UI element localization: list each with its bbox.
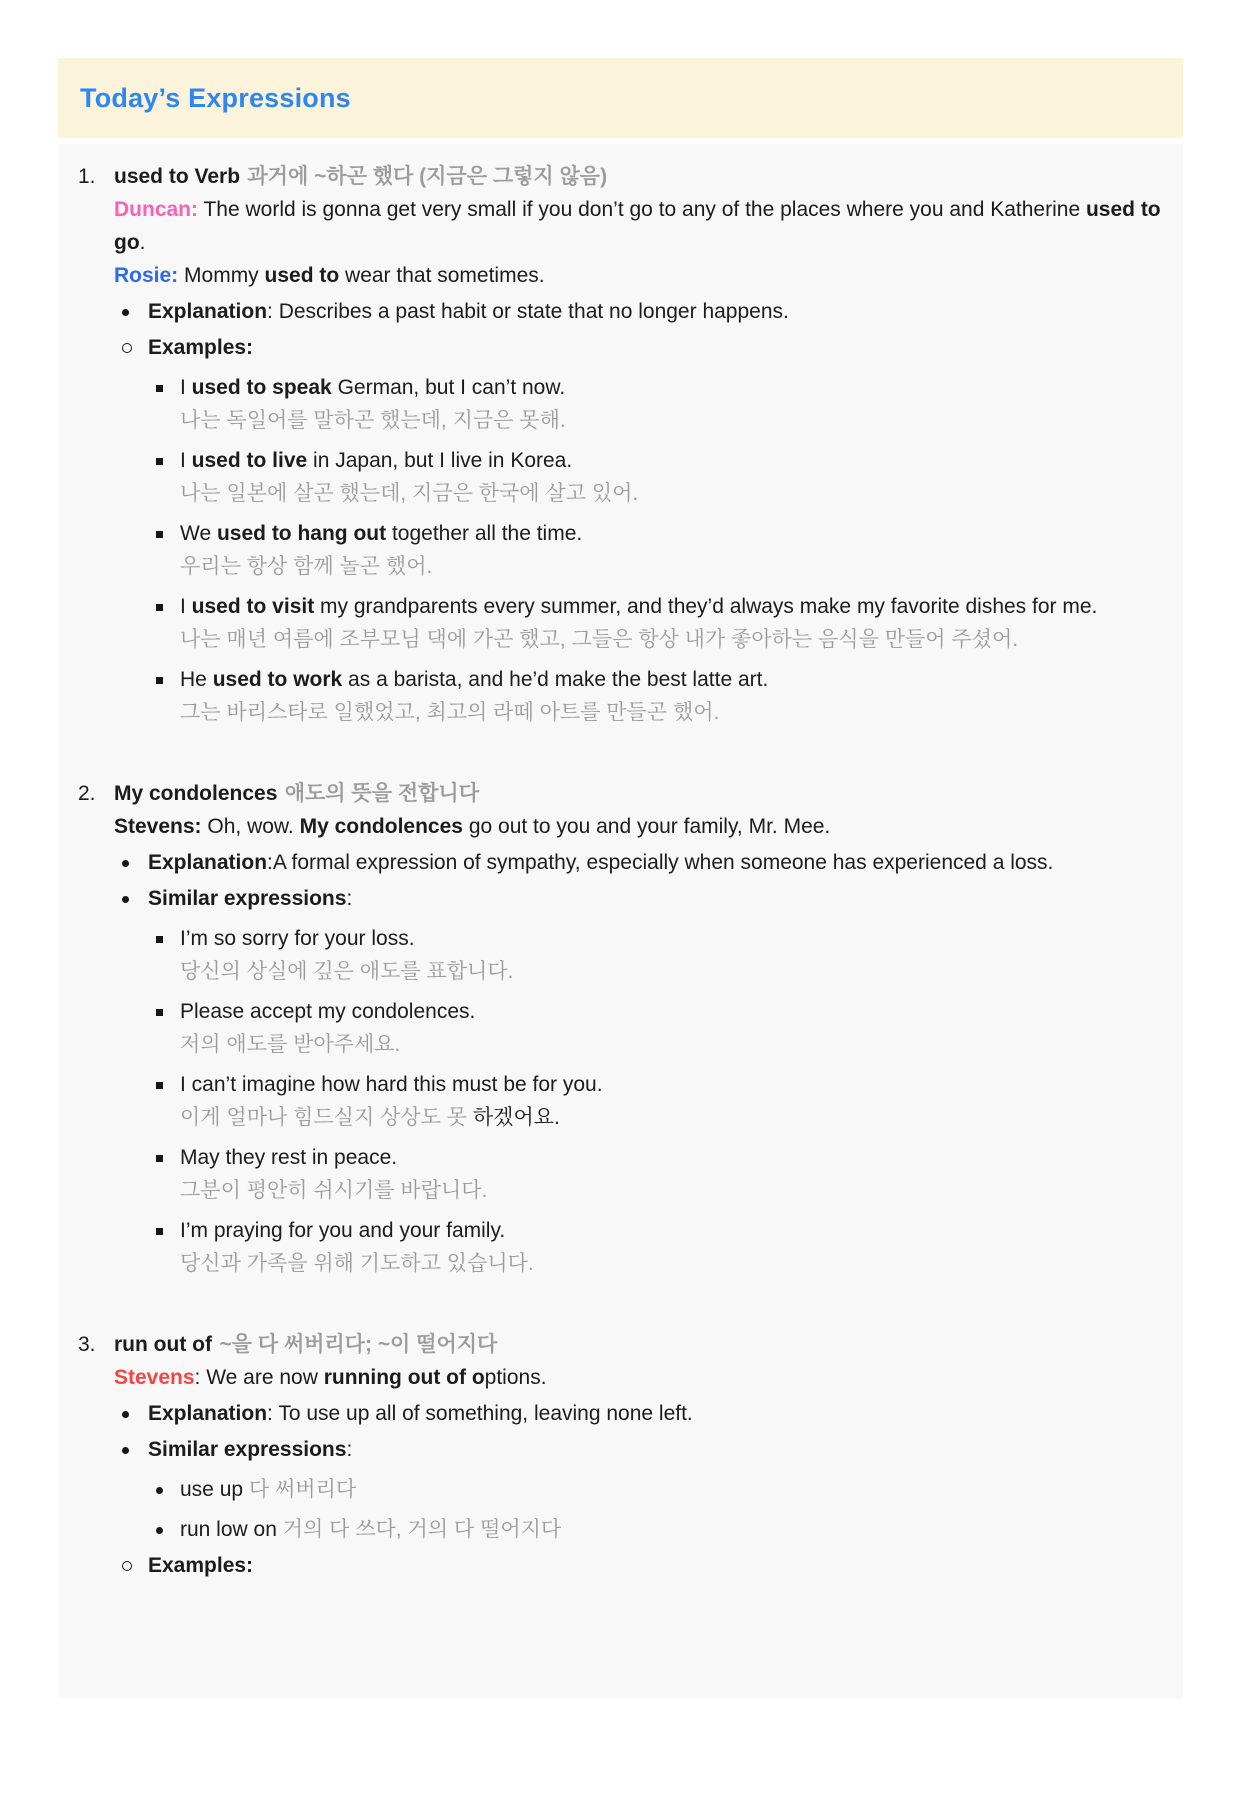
text-segment: wear that sometimes. xyxy=(339,264,545,287)
disc-bullet-marker xyxy=(122,1433,148,1454)
sub-bullet-item xyxy=(156,1214,1161,1280)
text-segment: I can’t imagine how hard this must be for you. xyxy=(180,1073,603,1096)
sub-bullet-content xyxy=(180,444,1161,510)
disc-bullet-marker xyxy=(122,1397,148,1418)
example-english xyxy=(180,444,1161,477)
text-segment: : We are now xyxy=(194,1366,324,1389)
sub-bullet-content xyxy=(180,922,1161,988)
dialogue-line xyxy=(114,193,1161,259)
text-segment: running out of o xyxy=(323,1366,485,1389)
text-segment: used to hang out xyxy=(216,522,387,545)
text-segment: 그는 바리스타로 일했었고, 최고의 라떼 아트를 만들곤 했어. xyxy=(180,701,720,724)
text-segment: Explanation xyxy=(148,1402,268,1425)
bullet-text xyxy=(148,846,1161,879)
example-english xyxy=(180,922,1161,955)
speaker-name: Rosie: xyxy=(114,264,179,287)
circle-bullet-marker xyxy=(122,331,148,353)
example-english xyxy=(180,1068,1161,1101)
text-segment: 당신의 상실에 깊은 애도를 표합니다. xyxy=(180,960,514,983)
sub-bullet-content xyxy=(180,995,1161,1061)
title-english: My condolences xyxy=(114,782,278,805)
text-segment: Similar expressions xyxy=(148,887,347,910)
item-body xyxy=(114,1328,1161,1582)
example-korean xyxy=(180,623,1161,656)
bullet-item xyxy=(122,331,1161,364)
example-korean xyxy=(180,404,1161,437)
bullet-item xyxy=(122,882,1161,915)
header-banner xyxy=(58,58,1183,138)
text-segment: He xyxy=(180,668,213,691)
lesson-content xyxy=(58,144,1183,1698)
dialogue-line xyxy=(114,1361,1161,1394)
page-title: Today’s Expressions xyxy=(80,82,351,113)
square-bullet-marker xyxy=(156,663,180,684)
square-bullet-marker xyxy=(156,922,180,943)
sub-bullet-item xyxy=(156,590,1161,656)
text-segment: Explanation xyxy=(148,300,268,323)
speaker-name: Stevens xyxy=(114,1366,195,1389)
sub-bullet-content xyxy=(180,371,1161,437)
title-korean: ~을 다 써버리다; ~이 떨어지다 xyxy=(219,1333,498,1356)
page xyxy=(0,58,1241,1812)
example-korean xyxy=(180,955,1161,988)
square-bullet-marker xyxy=(156,517,180,538)
sub-bullet-content xyxy=(180,1141,1161,1207)
bullet-content xyxy=(148,1397,1161,1430)
sub-bullet-item xyxy=(156,444,1161,510)
disc-bullet-marker xyxy=(122,882,148,903)
item-title-line xyxy=(114,160,1161,193)
title-korean: 과거에 ~하곤 했다 (지금은 그렇지 않음) xyxy=(247,165,608,188)
example-english xyxy=(180,1141,1161,1174)
disc-bullet-marker xyxy=(122,846,148,867)
text-segment: 저의 애도를 받아주세요. xyxy=(180,1033,401,1056)
text-segment: Please accept my condolences. xyxy=(180,1000,476,1023)
expression-item xyxy=(78,160,1161,729)
bullet-text xyxy=(148,1549,1161,1582)
sub-bullet-item xyxy=(156,922,1161,988)
title-english: run out of xyxy=(114,1333,212,1356)
text-segment: The world is gonna get very small if you don’t go to any of the places where you and Katherine xyxy=(198,198,1086,221)
item-title-line xyxy=(114,1328,1161,1361)
text-segment: 이게 얼마나 힘드실지 상상도 못 xyxy=(180,1106,473,1129)
disc-bullet-marker xyxy=(122,295,148,316)
example-korean xyxy=(180,1028,1161,1061)
text-segment: German, but I can’t now. xyxy=(331,376,566,399)
bullet-item xyxy=(122,1397,1161,1430)
item-title-line xyxy=(114,777,1161,810)
text-segment: used to xyxy=(264,264,340,287)
sub-bullet-content xyxy=(180,590,1161,656)
disc-bullet-marker xyxy=(156,1473,180,1494)
bullet-item xyxy=(122,1433,1161,1466)
bullet-text xyxy=(148,1397,1161,1430)
text-segment: used to visit xyxy=(191,595,315,618)
sub-bullet-content xyxy=(180,1473,1161,1506)
example-english xyxy=(180,371,1161,404)
example-korean xyxy=(180,477,1161,510)
text-segment: 다 써버리다 xyxy=(248,1478,357,1501)
example-english xyxy=(180,1214,1161,1247)
sub-bullet-item xyxy=(156,1513,1161,1546)
example-korean xyxy=(180,1174,1161,1207)
text-segment: : To use up all of something, leaving none left. xyxy=(267,1402,693,1425)
circle-bullet-marker xyxy=(122,1549,148,1571)
dialogue-line xyxy=(114,259,1161,292)
title-korean: 애도의 뜻을 전합니다 xyxy=(284,782,479,805)
sub-bullet-content xyxy=(180,1214,1161,1280)
bullet-item xyxy=(122,846,1161,879)
sub-bullet-item xyxy=(156,371,1161,437)
square-bullet-marker xyxy=(156,1214,180,1235)
bullet-content xyxy=(148,331,1161,364)
text-segment: Examples: xyxy=(148,336,254,359)
text-segment: May they rest in peace. xyxy=(180,1146,398,1169)
sub-bullet-item xyxy=(156,1473,1161,1506)
text-segment: ptions. xyxy=(484,1366,547,1389)
text-segment: Mommy xyxy=(178,264,265,287)
bullet-item xyxy=(122,1549,1161,1582)
item-number: 1. xyxy=(78,165,96,188)
example-korean xyxy=(180,696,1161,729)
bullet-item xyxy=(122,295,1161,328)
bullet-content xyxy=(148,1549,1161,1582)
dialogue-line xyxy=(114,810,1161,843)
text-segment: : xyxy=(346,887,353,910)
text-segment: Oh, wow. xyxy=(201,815,300,838)
sub-bullet-item xyxy=(156,1141,1161,1207)
text-segment: Similar expressions xyxy=(148,1438,347,1461)
sub-bullet-content xyxy=(180,517,1161,583)
text-segment: 하겠어요. xyxy=(472,1106,560,1129)
square-bullet-marker xyxy=(156,1068,180,1089)
bullet-text xyxy=(148,1433,1161,1466)
example-english xyxy=(180,995,1161,1028)
square-bullet-marker xyxy=(156,371,180,392)
text-segment: as a barista, and he’d make the best latte art. xyxy=(342,668,769,691)
sub-bullet-item xyxy=(156,517,1161,583)
example-english xyxy=(180,1513,1161,1546)
text-segment: 거의 다 쓰다, 거의 다 떨어지다 xyxy=(282,1518,562,1541)
bullet-content xyxy=(148,882,1161,915)
text-segment: my grandparents every summer, and they’d always make my favorite dishes for me. xyxy=(314,595,1098,618)
item-number: 3. xyxy=(78,1333,96,1356)
text-segment: 그분이 평안히 쉬시기를 바랍니다. xyxy=(180,1179,488,1202)
example-korean xyxy=(180,550,1161,583)
sub-bullet-item xyxy=(156,663,1161,729)
sub-bullet-item xyxy=(156,1068,1161,1134)
example-korean xyxy=(180,1247,1161,1280)
text-segment: I xyxy=(180,595,192,618)
sub-bullet-content xyxy=(180,1513,1161,1546)
sub-bullet-item xyxy=(156,995,1161,1061)
expression-item xyxy=(78,777,1161,1280)
square-bullet-marker xyxy=(156,995,180,1016)
text-segment: 당신과 가족을 위해 기도하고 있습니다. xyxy=(180,1252,534,1275)
text-segment: I’m praying for you and your family. xyxy=(180,1219,506,1242)
text-segment: 나는 일본에 살곤 했는데, 지금은 한국에 살고 있어. xyxy=(180,482,639,505)
bullet-text xyxy=(148,882,1161,915)
speaker-name: Stevens: xyxy=(114,815,202,838)
text-segment: used to go xyxy=(114,198,1161,254)
example-english xyxy=(180,1473,1161,1506)
text-segment: I xyxy=(180,449,192,472)
text-segment: run low on xyxy=(180,1518,283,1541)
text-segment: go out to you and your family, Mr. Mee. xyxy=(462,815,831,838)
bullet-content xyxy=(148,295,1161,328)
text-segment: Explanation xyxy=(148,851,268,874)
text-segment: together all the time. xyxy=(386,522,583,545)
text-segment: used to speak xyxy=(191,376,332,399)
text-segment: I xyxy=(180,376,192,399)
bullet-text xyxy=(148,331,1161,364)
sub-bullet-content xyxy=(180,663,1161,729)
text-segment: : Describes a past habit or state that no longer happens. xyxy=(267,300,789,323)
text-segment: : xyxy=(346,1438,353,1461)
text-segment: . xyxy=(139,231,146,254)
item-number: 2. xyxy=(78,782,96,805)
example-english xyxy=(180,517,1161,550)
speaker-name: Duncan: xyxy=(114,198,198,221)
title-english: used to Verb xyxy=(114,165,241,188)
text-segment: I’m so sorry for your loss. xyxy=(180,927,415,950)
item-body xyxy=(114,777,1161,1280)
square-bullet-marker xyxy=(156,590,180,611)
text-segment: used to live xyxy=(191,449,308,472)
disc-bullet-marker xyxy=(156,1513,180,1534)
text-segment: Examples: xyxy=(148,1554,254,1577)
text-segment: 나는 독일어를 말하곤 했는데, 지금은 못해. xyxy=(180,409,566,432)
text-segment: 우리는 항상 함께 놀곤 했어. xyxy=(180,555,433,578)
text-segment: 나는 매년 여름에 조부모님 댁에 가곤 했고, 그들은 항상 내가 좋아하는 음식을 만들어 주셨어. xyxy=(180,628,1019,651)
expression-item xyxy=(78,1328,1161,1582)
text-segment: in Japan, but I live in Korea. xyxy=(307,449,573,472)
bullet-text xyxy=(148,295,1161,328)
square-bullet-marker xyxy=(156,444,180,465)
bullet-content xyxy=(148,846,1161,879)
text-segment: We xyxy=(180,522,217,545)
text-segment: My condolences xyxy=(299,815,463,838)
example-english xyxy=(180,663,1161,696)
text-segment: use up xyxy=(180,1478,249,1501)
example-korean xyxy=(180,1101,1161,1134)
sub-bullet-content xyxy=(180,1068,1161,1134)
text-segment: :A formal expression of sympathy, especially when someone has experienced a loss. xyxy=(267,851,1054,874)
square-bullet-marker xyxy=(156,1141,180,1162)
example-english xyxy=(180,590,1161,623)
bullet-content xyxy=(148,1433,1161,1466)
item-body xyxy=(114,160,1161,729)
text-segment: used to work xyxy=(212,668,343,691)
